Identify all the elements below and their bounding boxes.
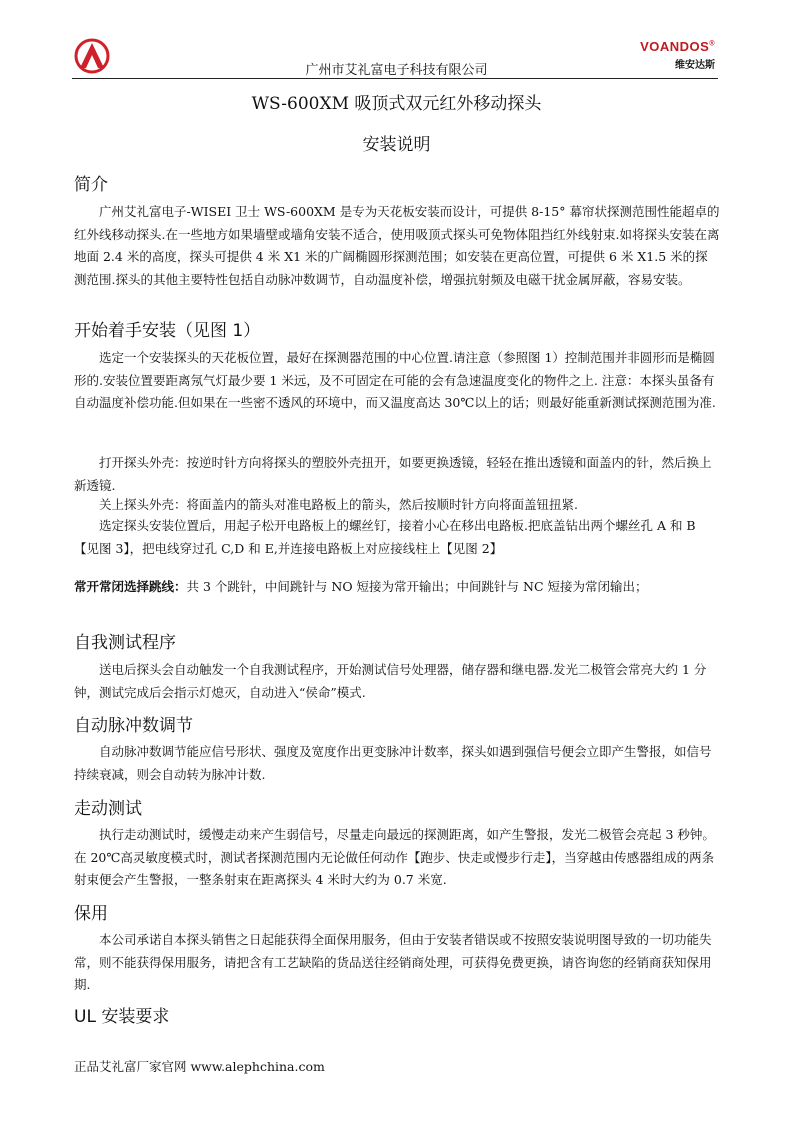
jumper-label: 常开常闭选择跳线： <box>74 579 187 594</box>
section-heading-intro: 简介 <box>74 175 108 195</box>
header-divider <box>72 78 718 79</box>
section-heading-ul: UL 安装要求 <box>74 1007 170 1027</box>
brand-logo <box>640 39 715 71</box>
jumper-text: 共 3 个跳针，中间跳针与 NO 短接为常开输出；中间跳针与 NC 短接为常闭输出； <box>186 579 648 594</box>
footer-website: 正品艾礼富厂家官网 www.alephchina.com <box>74 1059 325 1074</box>
registered-mark: ® <box>709 40 715 48</box>
jumper-paragraph <box>74 576 720 599</box>
section-heading-warranty: 保用 <box>74 904 108 924</box>
section-heading-selftest: 自我测试程序 <box>74 633 176 653</box>
section-heading-start: 开始着手安装（见图 1） <box>74 321 261 341</box>
document-title: WS-600XM 吸顶式双元红外移动探头 <box>251 94 542 114</box>
pulse-paragraph: 自动脉冲数调节能应信号形状、强度及宽度作出更变脉冲计数率，探头如遇到强信号便会立即产生警报，如信号持续衰减，则会自动转为脉冲计数. <box>74 744 712 782</box>
start-paragraph-mounting: 选定探头安装位置后，用起子松开电路板上的螺丝钉，接着小心在移出电路板.把底盖钻出两个螺丝孔 A 和 B【见图 3】，把电线穿过孔 C,D 和 E,并连接电路板上对应接线柱上【见图 2】 <box>74 518 696 556</box>
section-heading-walk: 走动测试 <box>74 799 142 819</box>
walk-paragraph: 执行走动测试时，缓慢走动来产生弱信号，尽量走向最远的探测距离，如产生警报，发光二极管会亮起 3 秒钟。在 20℃高灵敏度模式时，测试者探测范围内无论做任何动作【跑步、快走或慢步行走】，当穿越由传感器组成的两条射束便会产生警报，一整条射束在距离探头 4 米时大约为 0.7 米宽. <box>74 827 715 887</box>
warranty-paragraph: 本公司承诺自本探头销售之日起能获得全面保用服务，但由于安装者错误或不按照安装说明图导致的一切功能失常，则不能获得保用服务，请把含有工艺缺陷的货品送往经销商处理，可获得免费更换，请咨询您的经销商获知保用期. <box>74 932 712 992</box>
section-heading-pulse: 自动脉冲数调节 <box>74 716 193 736</box>
header-company-name: 广州市艾礼富电子科技有限公司 <box>305 63 488 78</box>
start-paragraph-1: 选定一个安装探头的天花板位置，最好在探测器范围的中心位置.请注意（参照图 1）控制范围并非圆形而是椭圆形的.安装位置要距离氖气灯最少要 1 米远，及不可固定在可能的会有急速温度变化的物件之上. 注意：本探头虽备有自动温度补偿功能.但如果在一些密不透风的环境中，而又温度高达 30℃以上的话；则最好能重新测试探测范围为准. <box>74 350 716 410</box>
intro-paragraph: 广州艾礼富电子-WISEI 卫士 WS-600XM 是专为天花板安装而设计，可提供 8-15° 幕帘状探测范围性能超卓的红外线移动探头.在一些地方如果墙壁或墙角安装不适合，使用吸顶式探头可免物体阻挡红外线射束.如将探头安装在离地面 2.4 米的高度，探头可提供 4 米 X1 米的广阔椭圆形探测范围；如安装在更高位置，可提供 6 米 X1.5 米的探测范围.探头的其他主要特性包括自动脉冲数调节，自动温度补偿，增强抗射频及电磁干扰金属屏蔽，容易安装。 <box>74 204 720 287</box>
selftest-paragraph: 送电后探头会自动触发一个自我测试程序，开始测试信号处理器，储存器和继电器.发光二极管会常亮大约 1 分钟，测试完成后会指示灯熄灭，自动进入“侯命”模式. <box>74 662 707 700</box>
brand-name-en: VOANDOS <box>640 39 710 54</box>
start-paragraph-close-cover: 关上探头外壳：将面盖内的箭头对准电路板上的箭头，然后按顺时针方向将面盖钮扭紧. <box>99 497 578 512</box>
start-paragraph-open-cover: 打开探头外壳：按逆时针方向将探头的塑胶外壳扭开，如要更换透镜，轻轻在推出透镜和面盖内的针，然后换上新透镜. <box>74 455 712 493</box>
document-subtitle: 安装说明 <box>362 135 431 155</box>
brand-name-cn: 维安达斯 <box>675 60 715 71</box>
